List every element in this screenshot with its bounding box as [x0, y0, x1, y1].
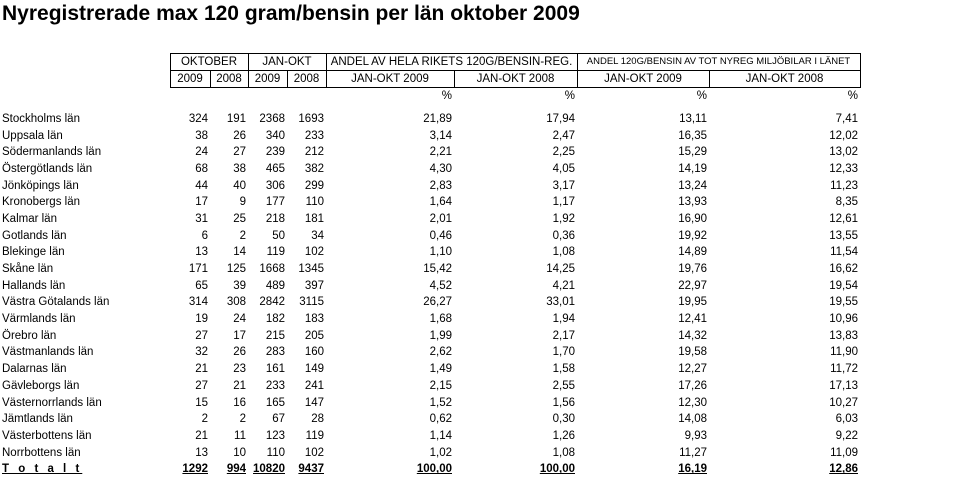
table-cell: 34	[311, 229, 324, 242]
table-row	[0, 161, 860, 178]
table-row	[0, 344, 860, 361]
table-cell: 7,41	[835, 112, 858, 125]
table-cell: 215	[265, 329, 285, 342]
table-cell: 24	[233, 313, 246, 326]
lan-name: Uppsala län	[2, 129, 63, 142]
table-cell: 308	[226, 296, 246, 309]
lan-name: Västernorrlands län	[2, 396, 102, 409]
table-row	[0, 428, 860, 445]
table-cell: 14	[233, 246, 246, 259]
page-title: Nyregistrerade max 120 gram/bensin per län oktober 2009	[2, 2, 580, 25]
lan-name: Skåne län	[2, 263, 54, 276]
table-cell: 1345	[298, 263, 324, 276]
table-row	[0, 111, 860, 128]
table-cell: 16,35	[678, 129, 707, 142]
table-row	[0, 311, 860, 328]
lan-name: Gävleborgs län	[2, 379, 80, 392]
table-cell: 6,03	[835, 413, 858, 426]
table-cell: 13,83	[829, 329, 858, 342]
table-cell: 1,64	[429, 196, 452, 209]
table-cell: 382	[304, 162, 324, 175]
table-cell: 12,30	[678, 396, 707, 409]
table-row	[0, 127, 860, 144]
table-cell: 2,15	[429, 379, 452, 392]
table-cell: 0,30	[552, 413, 575, 426]
table-cell: 205	[304, 329, 324, 342]
table-cell: 2,25	[552, 146, 575, 159]
table-cell: 17	[233, 329, 246, 342]
table-cell: 15,42	[423, 263, 452, 276]
table-cell: 1,08	[552, 246, 575, 259]
total-cell: 10820	[253, 463, 285, 476]
header-corner	[0, 54, 170, 71]
header-janokt-2009: 2009	[248, 71, 287, 88]
percent-label: %	[696, 90, 707, 103]
table-cell: 26	[233, 129, 246, 142]
table-cell: 13,55	[829, 229, 858, 242]
table-cell: 306	[265, 179, 285, 192]
table-cell: 1,08	[552, 446, 575, 459]
table-cell: 1,70	[552, 346, 575, 359]
table-cell: 123	[265, 429, 285, 442]
table-cell: 14,25	[546, 263, 575, 276]
total-label: T o t a l t	[2, 463, 83, 476]
table-cell: 181	[304, 212, 324, 225]
table-cell: 119	[305, 429, 324, 442]
table-cell: 19,95	[678, 296, 707, 309]
table-cell: 4,05	[552, 162, 575, 175]
percent-spacer	[0, 88, 170, 105]
table-row	[0, 411, 860, 428]
table-cell: 13	[195, 246, 208, 259]
percent-label: %	[564, 90, 575, 103]
table-cell: 2,21	[429, 146, 452, 159]
table-cell: 13,24	[678, 179, 707, 192]
table-cell: 13,11	[679, 112, 707, 125]
lan-name: Västerbottens län	[2, 429, 92, 442]
table-cell: 11,54	[830, 246, 858, 259]
header-lanet-2009: JAN-OKT 2009	[577, 71, 709, 88]
table-cell: 1,52	[429, 396, 452, 409]
lan-name: Östergötlands län	[2, 162, 93, 175]
table-cell: 13	[195, 446, 208, 459]
lan-name: Jämtlands län	[2, 413, 73, 426]
table-cell: 1,10	[429, 246, 452, 259]
table-cell: 1,92	[552, 212, 575, 225]
registration-table	[0, 53, 861, 478]
table-cell: 38	[195, 129, 208, 142]
header-lanet-2008: JAN-OKT 2008	[709, 71, 860, 88]
percent-label: %	[441, 90, 452, 103]
table-row	[0, 327, 860, 344]
table-cell: 233	[304, 129, 324, 142]
total-cell: 16,19	[678, 463, 707, 476]
table-cell: 177	[265, 196, 285, 209]
table-cell: 2	[239, 229, 246, 242]
table-cell: 2,01	[429, 212, 452, 225]
table-cell: 125	[226, 263, 246, 276]
table-cell: 1,17	[552, 196, 575, 209]
table-row	[0, 378, 860, 395]
table-cell: 2,17	[552, 329, 575, 342]
table-cell: 10,27	[829, 396, 858, 409]
header-riket-2009: JAN-OKT 2009	[326, 71, 454, 88]
table-cell: 14,32	[678, 329, 707, 342]
header-andel-riket: ANDEL AV HELA RIKETS 120G/BENSIN-REG.	[326, 54, 577, 71]
table-cell: 191	[226, 112, 246, 125]
header-oktober: OKTOBER	[170, 54, 248, 71]
table-cell: 68	[195, 162, 208, 175]
table-cell: 14,08	[678, 413, 707, 426]
table-cell: 3,14	[429, 129, 452, 142]
table-cell: 110	[266, 446, 285, 459]
table-cell: 16	[233, 396, 246, 409]
table-cell: 10,96	[829, 313, 858, 326]
table-cell: 1,99	[429, 329, 452, 342]
table-cell: 2842	[259, 296, 285, 309]
table-cell: 32	[195, 346, 208, 359]
table-cell: 1,14	[429, 429, 452, 442]
table-cell: 11,27	[679, 446, 707, 459]
total-cell: 1292	[182, 463, 208, 476]
table-cell: 21	[195, 363, 208, 376]
table-cell: 26	[233, 346, 246, 359]
table-row	[0, 277, 860, 294]
table-cell: 15,29	[678, 146, 707, 159]
table-cell: 33,01	[546, 296, 575, 309]
table-cell: 324	[188, 112, 208, 125]
table-cell: 19,92	[678, 229, 707, 242]
table-cell: 11,23	[830, 179, 858, 192]
table-row	[0, 294, 860, 311]
table-cell: 40	[233, 179, 246, 192]
table-cell: 283	[265, 346, 285, 359]
lan-name: Örebro län	[2, 329, 57, 342]
table-cell: 21	[233, 379, 246, 392]
table-cell: 39	[233, 279, 246, 292]
table-cell: 11	[234, 429, 246, 442]
table-cell: 13,02	[829, 146, 858, 159]
header-corner-2	[0, 71, 170, 88]
total-cell: 9437	[298, 463, 324, 476]
lan-name: Kalmar län	[2, 212, 57, 225]
table-cell: 2,62	[429, 346, 452, 359]
table-cell: 14,19	[678, 162, 707, 175]
table-cell: 28	[311, 413, 324, 426]
table-cell: 0,46	[429, 229, 452, 242]
table-cell: 11,90	[830, 346, 858, 359]
table-cell: 19,55	[829, 296, 858, 309]
table-cell: 2,47	[552, 129, 575, 142]
lan-name: Södermanlands län	[2, 146, 102, 159]
table-row	[0, 244, 860, 261]
table-cell: 65	[195, 279, 208, 292]
table-cell: 1,02	[429, 446, 452, 459]
table-cell: 1,68	[429, 313, 452, 326]
table-cell: 17	[195, 196, 208, 209]
table-cell: 165	[265, 396, 285, 409]
table-cell: 11,72	[830, 363, 858, 376]
lan-name: Stockholms län	[2, 112, 80, 125]
header-jan-okt: JAN-OKT	[248, 54, 326, 71]
lan-name: Värmlands län	[2, 313, 76, 326]
header-andel-lanet: ANDEL 120G/BENSIN AV TOT NYREG MILJÖBILAR I LÄNET	[577, 54, 860, 71]
table-cell: 1,26	[552, 429, 575, 442]
table-cell: 0,36	[552, 229, 575, 242]
table-cell: 183	[304, 313, 324, 326]
table-cell: 9,22	[835, 429, 858, 442]
table-cell: 22,97	[678, 279, 707, 292]
table-cell: 2,55	[552, 379, 575, 392]
table-cell: 149	[304, 363, 324, 376]
total-cell: 994	[226, 463, 246, 476]
table-cell: 12,02	[829, 129, 858, 142]
total-cell: 12,86	[829, 463, 858, 476]
lan-name: Jönköpings län	[2, 179, 79, 192]
lan-name: Västmanlands län	[2, 346, 94, 359]
table-cell: 4,52	[429, 279, 452, 292]
table-cell: 31	[195, 212, 208, 225]
table-cell: 25	[233, 212, 246, 225]
table-row	[0, 444, 860, 461]
table-cell: 299	[304, 179, 324, 192]
table-cell: 9	[239, 196, 246, 209]
table-cell: 11,09	[830, 446, 858, 459]
table-cell: 19	[195, 313, 208, 326]
table-cell: 27	[195, 329, 208, 342]
table-cell: 241	[304, 379, 324, 392]
table-row	[0, 194, 860, 211]
table-row	[0, 144, 860, 161]
table-cell: 21,89	[423, 112, 452, 125]
table-cell: 314	[188, 296, 208, 309]
lan-name: Hallands län	[2, 279, 66, 292]
table-cell: 23	[233, 363, 246, 376]
table-cell: 2	[239, 413, 246, 426]
table-cell: 12,33	[829, 162, 858, 175]
table-cell: 1,58	[552, 363, 575, 376]
table-cell: 147	[304, 396, 324, 409]
table-cell: 16,62	[829, 263, 858, 276]
table-row	[0, 227, 860, 244]
table-cell: 0,62	[429, 413, 452, 426]
lan-name: Norrbottens län	[2, 446, 81, 459]
header-okt-2009: 2009	[170, 71, 210, 88]
table-cell: 14,89	[678, 246, 707, 259]
table-cell: 218	[265, 212, 285, 225]
table-cell: 26,27	[423, 296, 452, 309]
table-cell: 1,56	[552, 396, 575, 409]
table-cell: 17,13	[829, 379, 858, 392]
table-cell: 6	[201, 229, 208, 242]
table-cell: 233	[265, 379, 285, 392]
header-okt-2008: 2008	[210, 71, 248, 88]
table-cell: 397	[304, 279, 324, 292]
table-row	[0, 361, 860, 378]
table-cell: 38	[233, 162, 246, 175]
table-cell: 102	[304, 446, 324, 459]
table-row	[0, 211, 860, 228]
table-cell: 19,76	[678, 263, 707, 276]
table-cell: 340	[265, 129, 285, 142]
table-cell: 16,90	[678, 212, 707, 225]
table-cell: 4,30	[429, 162, 452, 175]
table-row	[0, 261, 860, 278]
table-cell: 19,58	[678, 346, 707, 359]
total-cell: 100,00	[539, 463, 575, 476]
total-cell: 100,00	[416, 463, 452, 476]
table-cell: 9,93	[684, 429, 707, 442]
table-cell: 50	[272, 229, 285, 242]
header-row-1	[0, 54, 860, 71]
table-cell: 1693	[298, 112, 324, 125]
table-cell: 2	[201, 413, 208, 426]
table-cell: 239	[265, 146, 285, 159]
lan-name: Västra Götalands län	[2, 296, 110, 309]
table-cell: 12,61	[829, 212, 858, 225]
table-cell: 24	[195, 146, 208, 159]
header-riket-2008: JAN-OKT 2008	[454, 71, 577, 88]
table-cell: 119	[266, 246, 285, 259]
table-cell: 1668	[259, 263, 285, 276]
table-cell: 2,83	[429, 179, 452, 192]
table-cell: 15	[195, 396, 208, 409]
table-cell: 27	[195, 379, 208, 392]
table-cell: 17,94	[546, 112, 575, 125]
table-cell: 2368	[259, 112, 285, 125]
table-cell: 489	[265, 279, 285, 292]
table-cell: 110	[305, 196, 324, 209]
table-cell: 465	[265, 162, 285, 175]
lan-name: Dalarnas län	[2, 363, 67, 376]
table-cell: 182	[265, 313, 285, 326]
table-cell: 19,54	[829, 279, 858, 292]
percent-label: %	[847, 90, 858, 103]
percent-row	[0, 88, 860, 105]
table-cell: 27	[233, 146, 246, 159]
table-cell: 67	[272, 413, 285, 426]
table-cell: 12,41	[678, 313, 707, 326]
table-cell: 13,93	[678, 196, 707, 209]
table-cell: 1,49	[429, 363, 452, 376]
table-cell: 171	[188, 263, 208, 276]
table-cell: 102	[304, 246, 324, 259]
table-cell: 161	[265, 363, 285, 376]
table-cell: 4,21	[552, 279, 575, 292]
table-cell: 3115	[299, 296, 324, 309]
header-row-2	[0, 71, 860, 88]
table-cell: 8,35	[835, 196, 858, 209]
lan-name: Gotlands län	[2, 229, 67, 242]
lan-name: Blekinge län	[2, 246, 65, 259]
table-cell: 17,26	[678, 379, 707, 392]
table-row	[0, 394, 860, 411]
table-cell: 160	[304, 346, 324, 359]
table-cell: 12,27	[678, 363, 707, 376]
table-cell: 44	[195, 179, 208, 192]
table-cell: 3,17	[552, 179, 575, 192]
table-cell: 21	[195, 429, 208, 442]
table-cell: 10	[233, 446, 246, 459]
table-row	[0, 177, 860, 194]
lan-name: Kronobergs län	[2, 196, 80, 209]
total-row	[0, 461, 860, 478]
table-cell: 212	[304, 146, 324, 159]
header-janokt-2008: 2008	[287, 71, 326, 88]
table-cell: 1,94	[552, 313, 575, 326]
